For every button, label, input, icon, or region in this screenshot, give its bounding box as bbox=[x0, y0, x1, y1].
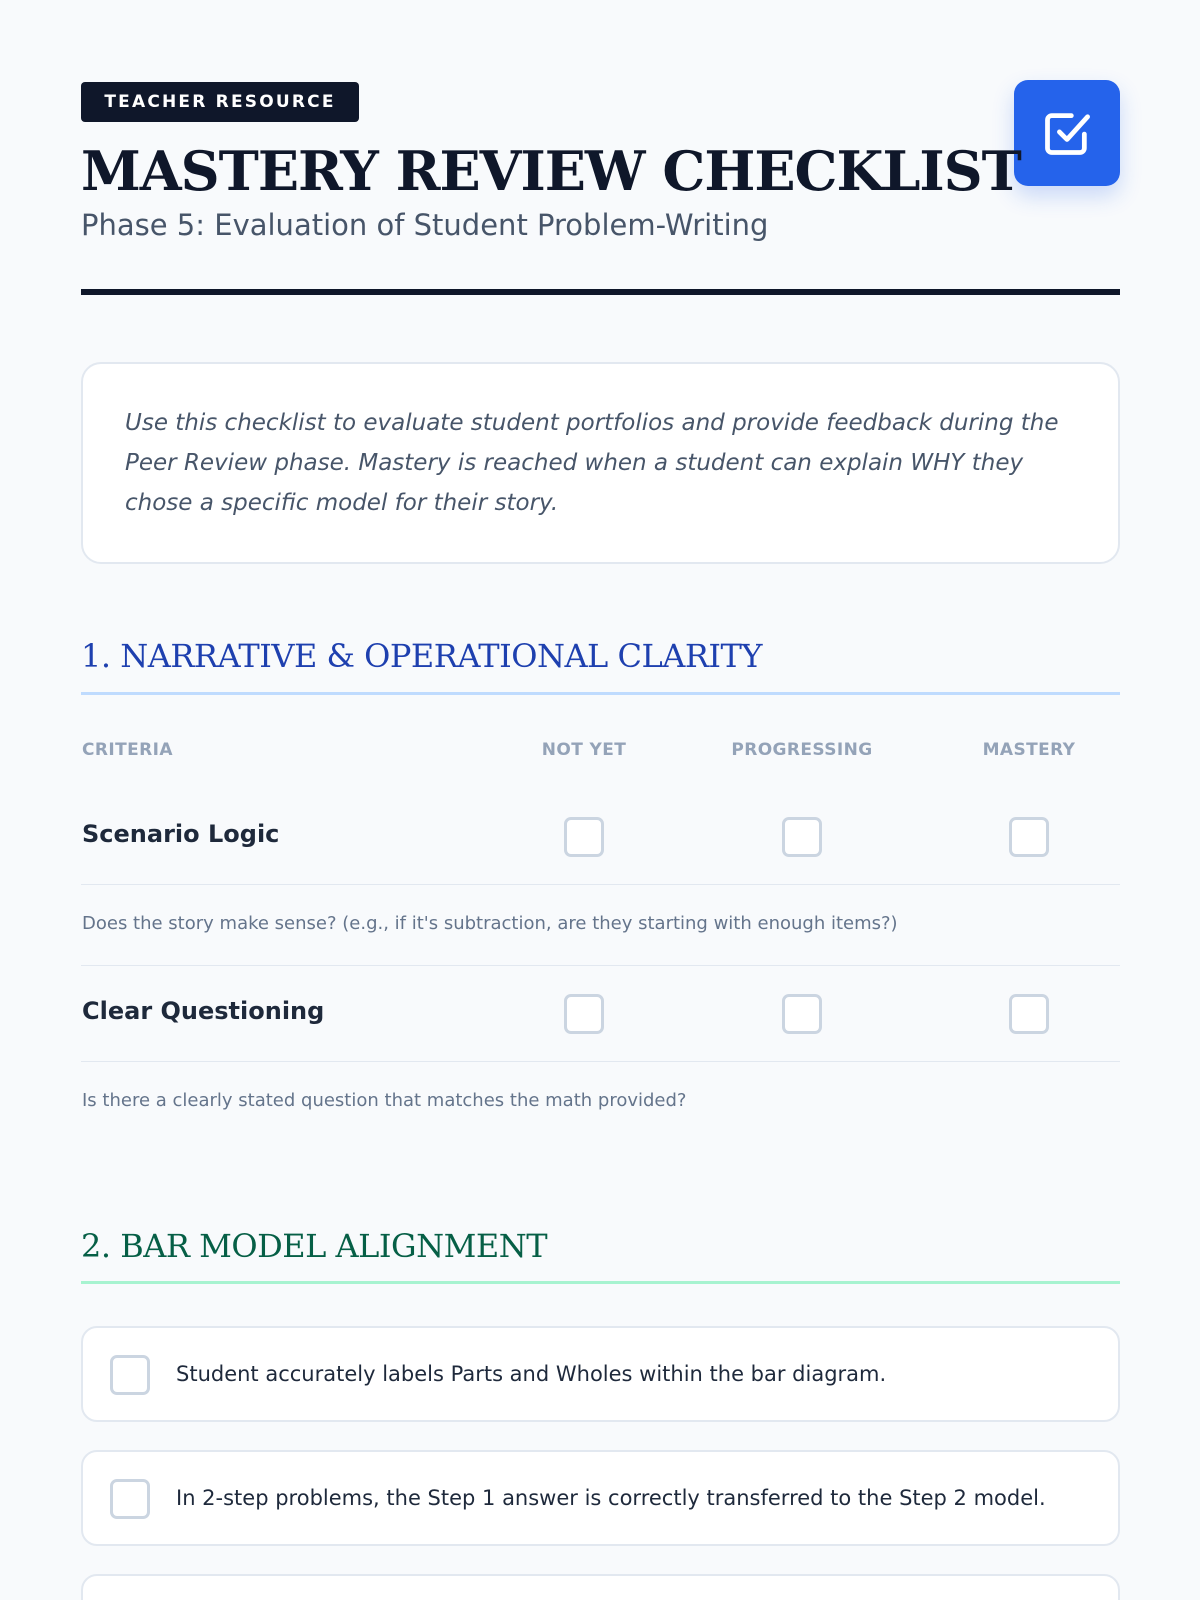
alignment-item-text: In 2-step problems, the Step 1 answer is correctly transferred to the Step 2 model. bbox=[176, 1486, 1046, 1510]
checkbox-checked-icon bbox=[1014, 80, 1120, 186]
page-title: MASTERY REVIEW CHECKLIST bbox=[81, 139, 1021, 203]
scenario-logic-not-yet-checkbox[interactable] bbox=[564, 817, 604, 857]
intro-text: Use this checklist to evaluate student portfolios and provide feedback during the Peer Review phase. Mastery is reached when a student can explain WHY they chose a specific model for their story. bbox=[125, 410, 1059, 516]
alignment-item-checkbox[interactable] bbox=[110, 1479, 150, 1519]
row-divider bbox=[81, 884, 1120, 885]
alignment-item bbox=[81, 1450, 1120, 1546]
criteria-description-scenario-logic: Does the story make sense? (e.g., if it's subtraction, are they starting with enough items?) bbox=[82, 913, 898, 934]
resource-badge: TEACHER RESOURCE bbox=[81, 82, 359, 122]
scenario-logic-mastery-checkbox[interactable] bbox=[1009, 817, 1049, 857]
scenario-logic-progressing-checkbox[interactable] bbox=[782, 817, 822, 857]
column-header-criteria: CRITERIA bbox=[82, 740, 173, 760]
column-header-mastery: MASTERY bbox=[982, 740, 1076, 760]
clear-questioning-progressing-checkbox[interactable] bbox=[782, 994, 822, 1034]
page-subtitle: Phase 5: Evaluation of Student Problem-Writing bbox=[81, 208, 769, 242]
section-1-title: 1. NARRATIVE & OPERATIONAL CLARITY bbox=[81, 637, 763, 675]
header-divider bbox=[81, 289, 1120, 295]
row-divider bbox=[81, 1061, 1120, 1062]
section-1-divider bbox=[81, 692, 1120, 695]
row-divider bbox=[81, 965, 1120, 966]
alignment-item-checkbox[interactable] bbox=[110, 1355, 150, 1395]
section-2-title: 2. BAR MODEL ALIGNMENT bbox=[81, 1227, 548, 1265]
alignment-item bbox=[81, 1326, 1120, 1422]
criteria-name-scenario-logic: Scenario Logic bbox=[82, 820, 280, 848]
criteria-description-clear-questioning: Is there a clearly stated question that matches the math provided? bbox=[82, 1090, 687, 1111]
alignment-item-text: Student accurately labels Parts and Wholes within the bar diagram. bbox=[176, 1362, 887, 1386]
clear-questioning-not-yet-checkbox[interactable] bbox=[564, 994, 604, 1034]
clear-questioning-mastery-checkbox[interactable] bbox=[1009, 994, 1049, 1034]
intro-card bbox=[81, 362, 1120, 564]
column-header-not-yet: NOT YET bbox=[541, 740, 627, 760]
section-2-divider bbox=[81, 1281, 1120, 1284]
column-header-progressing: PROGRESSING bbox=[731, 740, 873, 760]
criteria-name-clear-questioning: Clear Questioning bbox=[82, 997, 325, 1025]
alignment-item-partial bbox=[81, 1574, 1120, 1600]
